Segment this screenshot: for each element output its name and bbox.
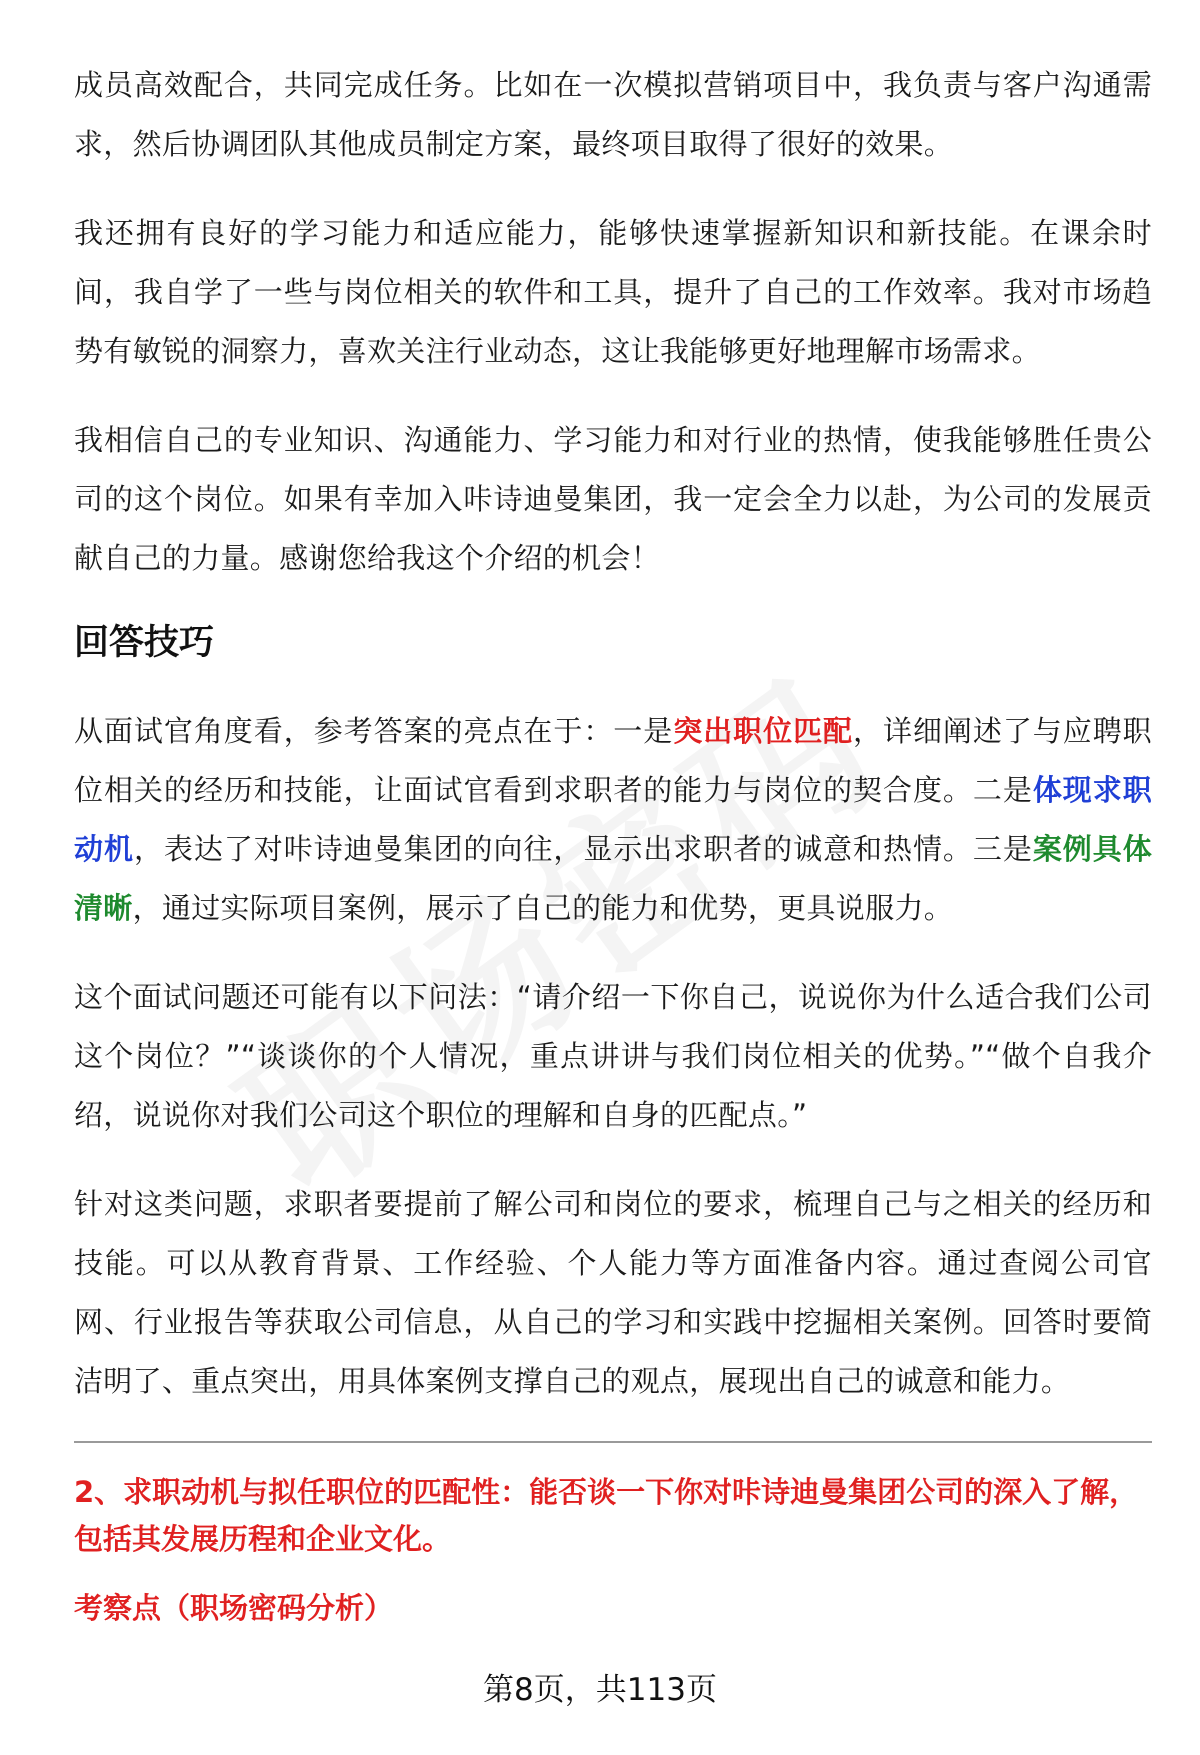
section-divider — [74, 1441, 1152, 1443]
page-content — [74, 56, 1152, 1632]
answer-paragraph-1: 成员高效配合，共同完成任务。比如在一次模拟营销项目中，我负责与客户沟通需求，然后协调团队其他成员制定方案，最终项目取得了很好的效果。 — [74, 68, 1152, 161]
highlight-motivation: 体现求职动机 — [74, 773, 1153, 866]
tips-text-part-c: ，表达了对咔诗迪曼集团的向往，显示出求职者的诚意和热情。三是 — [133, 832, 1033, 866]
tips-text-part-d: ，通过实际项目案例，展示了自己的能力和优势，更具说服力。 — [132, 891, 954, 925]
page-number: 第8页，共113页 — [483, 1672, 717, 1708]
tips-paragraph-advice: 针对这类问题，求职者要提前了解公司和岗位的要求，梳理自己与之相关的经历和技能。可以从教育背景、工作经验、个人能力等方面准备内容。通过查阅公司官网、行业报告等获取公司信息，从自己的学习和实践中挖掘相关案例。回答时要简洁明了、重点突出，用具体案例支撑自己的观点，展现出自己的诚意和能力。 — [74, 1187, 1152, 1398]
tips-paragraph-highlights — [74, 702, 1152, 938]
answer-paragraph-2: 我还拥有良好的学习能力和适应能力，能够快速掌握新知识和新技能。在课余时间，我自学了一些与岗位相关的软件和工具，提升了自己的工作效率。我对市场趋势有敏锐的洞察力，喜欢关注行业动态，这让我能够更好地理解市场需求。 — [74, 216, 1152, 368]
answer-paragraph-3: 我相信自己的专业知识、沟通能力、学习能力和对行业的热情，使我能够胜任贵公司的这个岗位。如果有幸加入咔诗迪曼集团，我一定会全力以赴，为公司的发展贡献自己的力量。感谢您给我这个介绍的机会！ — [74, 423, 1152, 575]
question-title: 2、求职动机与拟任职位的匹配性：能否谈一下你对咔诗迪曼集团公司的深入了解，包括其发展历程和企业文化。 — [74, 1475, 1139, 1556]
tips-text-part-a: 从面试官角度看，参考答案的亮点在于：一是 — [74, 714, 674, 748]
highlight-job-match: 突出职位匹配 — [673, 714, 854, 748]
question-sub-heading: 考察点（职场密码分析） — [74, 1591, 394, 1625]
tips-paragraph-variants: 这个面试问题还可能有以下问法：“请介绍一下你自己，说说你为什么适合我们公司这个岗位？”“谈谈你的个人情况，重点讲讲与我们岗位相关的优势。”“做个自我介绍，说说你对我们公司这个职位的理解和自身的匹配点。” — [74, 980, 1152, 1132]
section-heading-tips: 回答技巧 — [74, 623, 215, 663]
tips-text-part-b: ，详细阐述了与应聘职位相关的经历和技能，让面试官看到求职者的能力与岗位的契合度。二是 — [74, 714, 1152, 807]
highlight-case-clarity: 案例具体清晰 — [74, 832, 1152, 925]
